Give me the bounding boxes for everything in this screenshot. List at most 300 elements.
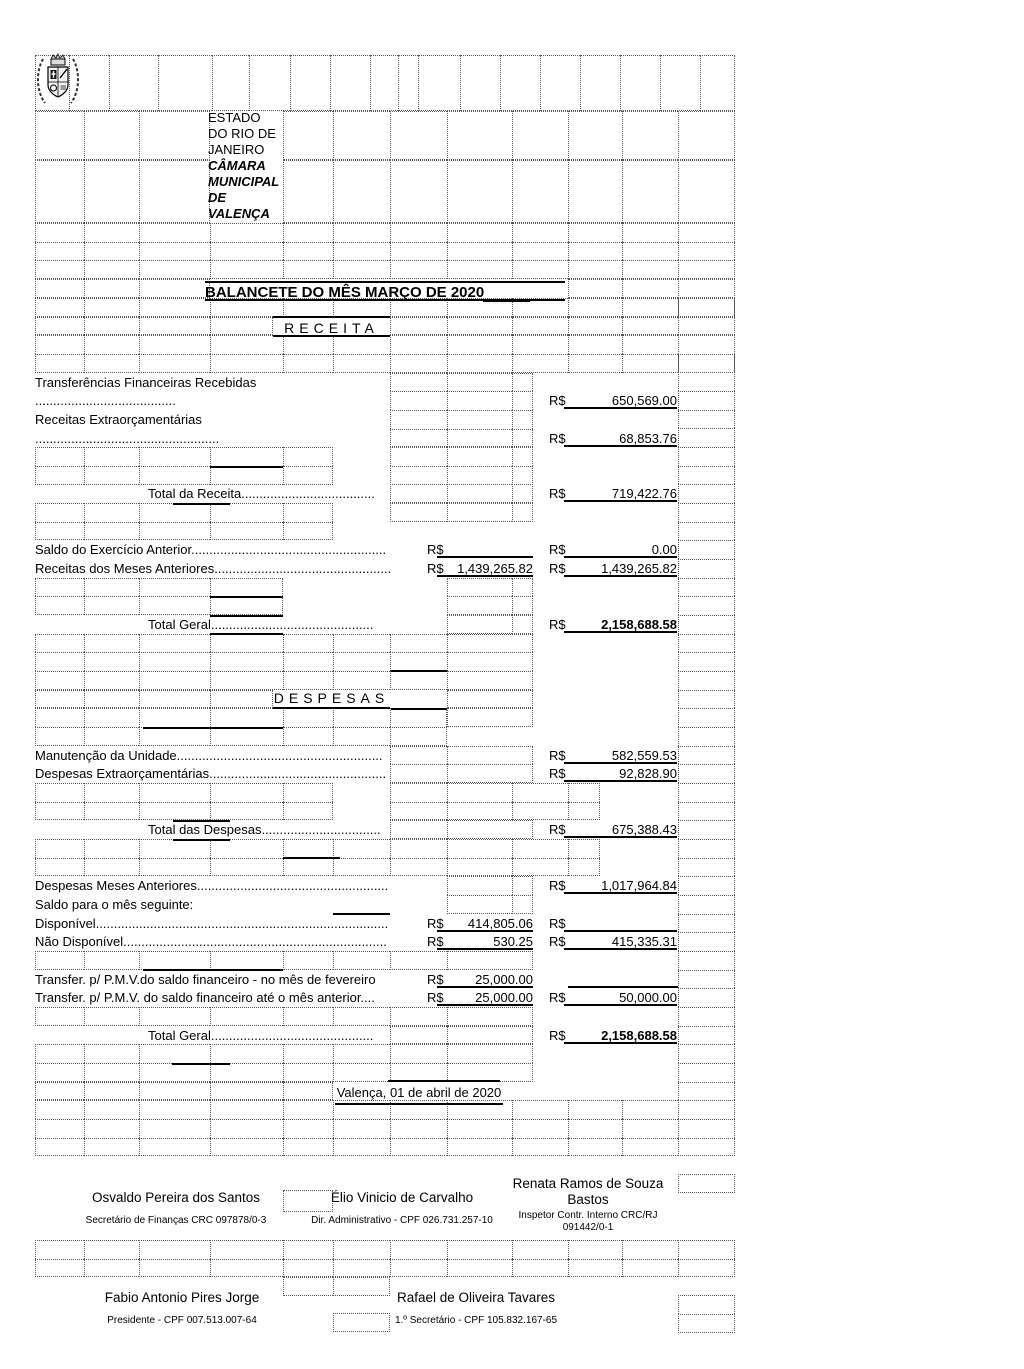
grid-cell — [35, 1100, 84, 1119]
grid-cell — [84, 1138, 139, 1157]
solid-border-segment — [143, 727, 283, 729]
grid-cell — [678, 466, 735, 485]
grid-cell — [139, 1100, 210, 1119]
grid-cell — [210, 1119, 283, 1138]
amount-value: 530.25 — [493, 934, 533, 950]
grid-cell — [678, 260, 735, 279]
grid-cell — [390, 858, 447, 877]
grid-cell — [333, 160, 390, 223]
grid-cell — [447, 466, 512, 485]
solid-border-segment — [210, 596, 283, 598]
grid-cell — [390, 802, 447, 821]
grid-cell — [678, 1119, 735, 1138]
row-label: Total Geral............................................. — [148, 1027, 374, 1043]
grid-cell — [283, 466, 333, 485]
grid-cell — [283, 522, 333, 541]
grid-cell — [283, 1240, 333, 1259]
grid-cell — [390, 335, 447, 354]
grid-cell — [210, 503, 283, 522]
grid-cell — [390, 160, 447, 223]
report-title: BALANCETE DO MÊS MARÇO DE 2020 — [205, 281, 565, 301]
grid-cell — [210, 858, 283, 877]
grid-cell — [35, 708, 84, 727]
grid-cell — [390, 671, 447, 690]
grid-cell — [333, 1007, 390, 1026]
grid-cell — [210, 839, 283, 858]
grid-cell — [622, 354, 678, 373]
grid-cell — [139, 783, 210, 802]
grid-cell — [109, 55, 158, 111]
grid-cell — [283, 858, 333, 877]
signer-role: 1.º Secretário - CPF 105.832.167-65 — [394, 1315, 558, 1326]
grid-cell — [84, 1063, 139, 1082]
grid-cell — [84, 279, 139, 298]
grid-cell — [35, 802, 84, 821]
grid-cell — [447, 1063, 533, 1082]
grid-cell — [84, 260, 139, 279]
row-label: Manutenção da Unidade......................................................... — [35, 747, 383, 763]
grid-cell — [568, 858, 600, 877]
amount-value: 650,569.00 — [611, 393, 677, 409]
grid-cell — [390, 1044, 447, 1063]
grid-cell — [283, 503, 333, 522]
grid-cell — [568, 260, 622, 279]
grid-cell — [622, 317, 678, 336]
grid-cell — [84, 1119, 139, 1138]
grid-cell — [678, 522, 735, 541]
grid-cell — [622, 1240, 678, 1259]
grid-cell — [139, 1082, 210, 1101]
grid-cell — [139, 1007, 210, 1026]
grid-cell — [35, 160, 84, 223]
grid-cell — [283, 1007, 333, 1026]
grid-cell — [568, 279, 622, 298]
solid-border-segment — [173, 503, 230, 505]
grid-cell — [622, 279, 678, 298]
grid-cell — [540, 55, 580, 111]
ledger-row — [0, 559, 760, 578]
ledger-row — [0, 932, 760, 951]
grid-cell — [512, 1119, 568, 1138]
grid-cell — [35, 111, 84, 160]
amount-value: 1,439,265.82 — [601, 561, 677, 576]
grid-cell — [390, 951, 447, 970]
state-name: ESTADO DO RIO DE JANEIRO — [208, 110, 276, 157]
grid-cell — [84, 858, 139, 877]
grid-cell — [447, 447, 512, 466]
grid-cell — [390, 466, 447, 485]
grid-cell — [678, 279, 735, 298]
signer-name: Renata Ramos de Souza Bastos — [512, 1176, 664, 1207]
grid-cell — [390, 354, 447, 373]
grid-cell — [622, 111, 678, 160]
row-label: Não Disponível......................................................................... — [35, 934, 387, 950]
grid-cell — [678, 708, 735, 727]
ledger-row — [0, 820, 760, 839]
currency-symbol: R$ — [549, 486, 566, 502]
ledger-row — [0, 410, 760, 429]
grid-cell — [210, 317, 273, 336]
row-label: Total das Despesas................................. — [148, 822, 381, 838]
grid-cell — [283, 447, 333, 466]
grid-cell — [390, 1119, 447, 1138]
grid-cell — [35, 279, 84, 298]
grid-cell — [139, 242, 210, 261]
grid-cell — [139, 839, 210, 858]
currency-symbol: R$ — [427, 990, 444, 1006]
ledger-row — [0, 391, 760, 410]
grid-cell — [678, 727, 735, 746]
grid-cell — [447, 1007, 533, 1026]
grid-cell — [678, 596, 735, 615]
grid-cell — [512, 503, 533, 522]
grid-cell — [139, 160, 210, 223]
grid-cell — [35, 466, 84, 485]
grid-cell — [35, 1119, 84, 1138]
ledger-row — [0, 373, 760, 392]
grid-cell — [283, 802, 333, 821]
grid-cell — [678, 1240, 735, 1259]
grid-cell — [333, 708, 390, 727]
grid-cell — [580, 55, 620, 111]
grid-cell — [84, 503, 139, 522]
grid-cell — [390, 111, 447, 160]
grid-cell — [84, 802, 139, 821]
grid-cell — [210, 634, 283, 653]
grid-cell — [283, 1044, 333, 1063]
grid-cell — [622, 260, 678, 279]
coat-of-arms-icon — [33, 53, 83, 107]
grid-cell — [447, 260, 512, 279]
grid-cell — [158, 55, 212, 111]
grid-cell — [139, 596, 210, 615]
grid-cell — [139, 671, 210, 690]
section-header-receita: RECEITA — [273, 316, 390, 337]
currency-symbol: R$ — [549, 430, 566, 446]
grid-cell — [678, 223, 735, 242]
grid-cell — [333, 671, 390, 690]
grid-cell — [678, 1007, 735, 1026]
grid-cell — [210, 522, 283, 541]
grid-cell — [139, 690, 210, 709]
currency-symbol: R$ — [549, 542, 566, 558]
grid-cell — [210, 1100, 283, 1119]
grid-cell — [568, 242, 622, 261]
grid-cell — [283, 354, 333, 373]
grid-cell — [568, 335, 622, 354]
grid-cell — [447, 503, 512, 522]
grid-cell — [678, 802, 735, 821]
grid-cell — [283, 1138, 333, 1157]
grid-cell — [678, 634, 735, 653]
grid-cell — [35, 1240, 84, 1259]
grid-cell — [390, 1007, 447, 1026]
grid-cell — [678, 671, 735, 690]
solid-border-segment — [388, 1080, 500, 1082]
ledger-row — [0, 746, 760, 765]
solid-border-segment — [172, 1063, 230, 1065]
grid-cell — [390, 1063, 447, 1082]
grid-cell — [84, 1007, 139, 1026]
grid-cell — [678, 1044, 735, 1063]
grid-cell — [678, 1259, 735, 1278]
grid-cell — [390, 503, 447, 522]
grid-cell — [139, 1259, 210, 1278]
grid-cell — [35, 503, 84, 522]
grid-cell — [290, 55, 330, 111]
grid-cell — [447, 652, 533, 671]
grid-cell — [210, 578, 283, 597]
grid-cell — [84, 223, 139, 242]
grid-cell — [447, 1119, 512, 1138]
amount-value: 0.00 — [651, 542, 677, 558]
row-label: Total da Receita..................................... — [148, 486, 375, 502]
ledger-row — [0, 1026, 760, 1045]
grid-cell — [84, 1259, 139, 1278]
row-label: ................................................... — [35, 430, 220, 446]
grid-cell — [333, 727, 390, 746]
amount-value: 719,422.76 — [611, 486, 677, 502]
grid-cell — [283, 1277, 333, 1296]
currency-symbol: R$ — [427, 934, 444, 950]
grid-cell — [35, 783, 84, 802]
grid-cell — [35, 578, 84, 597]
grid-cell — [678, 1314, 735, 1333]
grid-cell — [678, 1174, 735, 1193]
grid-cell — [84, 298, 139, 317]
grid-cell — [568, 1259, 622, 1278]
grid-cell — [283, 783, 333, 802]
grid-cell — [84, 839, 139, 858]
grid-cell — [210, 447, 283, 466]
grid-cell — [35, 671, 84, 690]
grid-cell — [330, 55, 370, 111]
grid-cell — [678, 335, 735, 354]
grid-cell — [447, 671, 533, 690]
grid-cell — [678, 160, 735, 223]
grid-cell — [139, 1138, 210, 1157]
amount-value: 582,559.53 — [611, 747, 677, 763]
grid-cell — [84, 1100, 139, 1119]
currency-symbol: R$ — [549, 393, 566, 409]
grid-cell — [678, 223, 735, 242]
grid-cell — [622, 298, 678, 317]
grid-cell — [568, 802, 600, 821]
grid-cell — [568, 223, 622, 242]
grid-cell — [678, 242, 735, 261]
grid-cell — [283, 708, 333, 727]
grid-cell — [390, 223, 447, 242]
grid-cell — [283, 223, 333, 242]
grid-cell — [512, 1100, 568, 1119]
grid-cell — [678, 1082, 735, 1101]
grid-cell — [568, 1138, 622, 1157]
grid-cell — [678, 858, 735, 877]
grid-cell — [210, 223, 283, 242]
grid-cell — [500, 55, 540, 111]
grid-cell — [447, 596, 512, 615]
grid-cell — [512, 260, 568, 279]
row-label: ....................................... — [35, 393, 176, 409]
grid-cell — [210, 1259, 283, 1278]
grid-cell — [139, 634, 210, 653]
currency-symbol: R$ — [549, 747, 566, 763]
grid-cell — [333, 634, 390, 653]
grid-cell — [283, 652, 333, 671]
grid-cell — [678, 1100, 735, 1119]
solid-border-segment — [210, 466, 283, 468]
ledger-row — [0, 895, 760, 914]
grid-cell — [35, 596, 84, 615]
grid-cell — [447, 858, 512, 877]
solid-border-segment — [283, 857, 340, 859]
grid-cell — [512, 1138, 568, 1157]
grid-cell — [35, 223, 84, 242]
grid-cell — [390, 242, 447, 261]
grid-cell — [333, 335, 390, 354]
grid-cell — [84, 160, 139, 223]
grid-cell — [84, 1082, 139, 1101]
grid-cell — [512, 783, 568, 802]
grid-cell — [210, 727, 283, 746]
grid-cell — [622, 1138, 678, 1157]
grid-cell — [35, 242, 84, 261]
grid-cell — [460, 55, 500, 111]
grid-cell — [84, 783, 139, 802]
grid-cell — [139, 1044, 210, 1063]
grid-cell — [447, 111, 512, 160]
grid-cell — [390, 1240, 447, 1259]
ledger-row — [0, 429, 760, 448]
grid-cell — [84, 690, 139, 709]
grid-cell — [84, 317, 139, 336]
currency-symbol: R$ — [427, 915, 444, 931]
ledger-row — [0, 540, 760, 559]
grid-cell — [568, 839, 600, 858]
grid-cell — [35, 447, 84, 466]
grid-cell — [390, 1138, 447, 1157]
grid-cell — [447, 354, 512, 373]
grid-cell — [678, 503, 735, 522]
grid-cell — [622, 223, 678, 242]
grid-cell — [139, 111, 210, 160]
grid-cell — [622, 242, 678, 261]
signature-block — [376, 1290, 576, 1327]
grid-cell — [447, 1138, 512, 1157]
grid-cell — [35, 354, 84, 373]
grid-cell — [84, 708, 139, 727]
grid-cell — [512, 354, 568, 373]
grid-cell — [678, 335, 735, 354]
grid-cell — [620, 55, 660, 111]
amount-value: 25,000.00 — [475, 990, 533, 1006]
currency-symbol: R$ — [549, 822, 566, 838]
grid-cell — [447, 839, 512, 858]
grid-cell — [210, 596, 283, 615]
grid-cell — [35, 1044, 84, 1063]
grid-cell — [568, 1119, 622, 1138]
date-line: Valença, 01 de abril de 2020 — [335, 1084, 503, 1105]
grid-cell — [84, 1044, 139, 1063]
row-label: Receitas dos Meses Anteriores................................................. — [35, 561, 392, 576]
grid-cell — [283, 671, 333, 690]
grid-cell — [333, 1259, 390, 1278]
grid-cell — [210, 1044, 283, 1063]
grid-cell — [283, 1100, 333, 1119]
currency-symbol: R$ — [549, 878, 566, 894]
grid-cell — [210, 671, 283, 690]
grid-cell — [212, 55, 249, 111]
grid-cell — [678, 690, 735, 709]
grid-cell — [678, 1063, 735, 1082]
grid-cell — [622, 1259, 678, 1278]
grid-cell — [447, 708, 533, 727]
grid-cell — [210, 354, 283, 373]
grid-cell — [512, 858, 568, 877]
organization-name: CÂMARA MUNICIPAL DE VALENÇA — [208, 158, 280, 221]
grid-cell — [678, 652, 735, 671]
grid-cell — [210, 1240, 283, 1259]
row-label: Transferências Financeiras Recebidas — [35, 374, 257, 390]
grid-cell — [139, 335, 210, 354]
grid-cell — [84, 354, 139, 373]
grid-cell — [622, 1100, 678, 1119]
grid-cell — [678, 1138, 735, 1157]
grid-cell — [139, 298, 210, 317]
grid-cell — [678, 298, 735, 317]
grid-cell — [447, 317, 512, 336]
ledger-row — [0, 914, 760, 933]
grid-cell — [512, 802, 568, 821]
grid-cell — [678, 839, 735, 858]
grid-cell — [568, 298, 622, 317]
amount-value: 92,828.90 — [619, 766, 677, 782]
grid-cell — [678, 354, 735, 373]
grid-cell — [390, 1259, 447, 1278]
grid-cell — [678, 354, 735, 373]
grid-cell — [139, 522, 210, 541]
currency-symbol: R$ — [427, 542, 444, 558]
grid-cell — [210, 1007, 283, 1026]
grid-cell — [283, 727, 333, 746]
grid-cell — [678, 951, 735, 970]
grid-cell — [447, 634, 533, 653]
grid-cell — [568, 783, 600, 802]
currency-symbol: R$ — [549, 766, 566, 782]
grid-cell — [678, 783, 735, 802]
grid-cell — [678, 242, 735, 261]
signer-name: Rafael de Oliveira Tavares — [396, 1290, 556, 1305]
grid-cell — [35, 317, 84, 336]
grid-cell — [512, 335, 568, 354]
grid-cell — [210, 466, 283, 485]
grid-cell — [512, 242, 568, 261]
grid-cell — [35, 839, 84, 858]
grid-cell — [678, 111, 735, 160]
row-label: Despesas Extraorçamentárias................................................. — [35, 766, 387, 782]
currency-symbol: R$ — [427, 971, 444, 987]
grid-cell — [447, 223, 512, 242]
grid-cell — [333, 354, 390, 373]
grid-cell — [139, 802, 210, 821]
row-label: Disponível................................................................................. — [35, 915, 389, 931]
grid-cell — [568, 354, 622, 373]
grid-cell — [333, 260, 390, 279]
amount-value: 50,000.00 — [619, 990, 677, 1006]
grid-cell — [447, 1259, 512, 1278]
grid-cell — [333, 951, 390, 970]
grid-cell — [512, 447, 533, 466]
